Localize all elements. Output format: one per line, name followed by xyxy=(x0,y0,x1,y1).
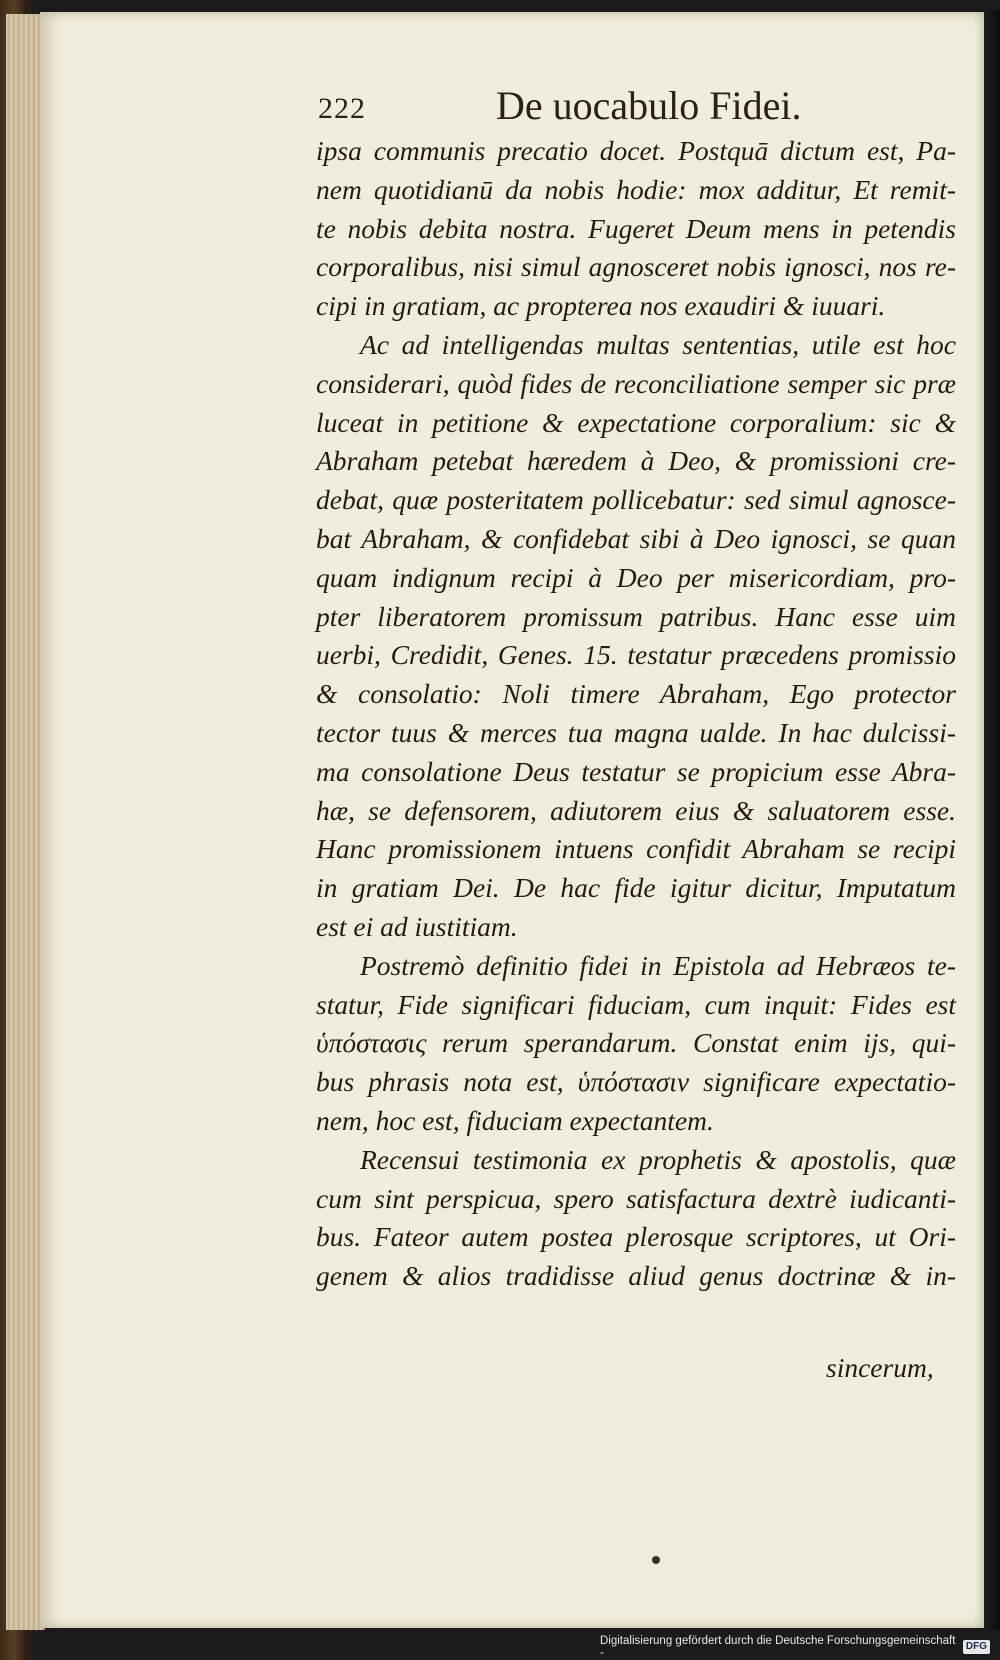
text-line: luceat in petitione & expectatione corporalium: sic & xyxy=(316,406,956,438)
text-line: quam indignum recipi à Deo per misericordiam, pro- xyxy=(316,561,956,593)
running-head xyxy=(318,82,958,136)
text-line: hæ, se defensorem, adiutorem eius & saluatorem esse. xyxy=(316,794,956,826)
body-text xyxy=(316,132,956,1296)
scan-right-edge xyxy=(984,10,1000,1630)
text-line: bat Abraham, & confidebat sibi à Deo ignosci, se quan xyxy=(316,522,956,554)
text-line: te nobis debita nostra. Fugeret Deum mens in petendis xyxy=(316,212,956,244)
text-line: genem & alios tradidisse aliud genus doctrinæ & in- xyxy=(316,1260,956,1292)
text-line: cipi in gratiam, ac propterea nos exaudiri & iuuari. xyxy=(316,290,886,322)
text-line: uerbi, Credidit, Genes. 15. testatur præcedens promissio xyxy=(316,639,956,671)
text-line: Recensui testimonia ex prophetis & apostolis, quæ xyxy=(360,1143,956,1175)
text-line: nem quotidianū da nobis hodie: mox additur, Et remit- xyxy=(316,173,956,205)
page-mark-dot xyxy=(652,1556,660,1564)
text-line: corporalibus, nisi simul agnosceret nobis ignosci, nos re- xyxy=(316,251,956,283)
text-line: bus. Fateor autem postea plerosque scriptores, ut Ori- xyxy=(316,1221,956,1253)
page-number: 222 xyxy=(318,92,366,125)
text-line: considerari, quòd fides de reconciliatione semper sic præ xyxy=(316,367,956,399)
running-title: De uocabulo Fidei. xyxy=(496,83,802,128)
text-line: ὑπόστασις rerum sperandarum. Constat enim ijs, qui- xyxy=(316,1027,956,1059)
text-line: tector tuus & merces tua magna ualde. In hac dulcissi- xyxy=(316,716,956,748)
text-line: nem, hoc est, fiduciam expectantem. xyxy=(316,1104,714,1136)
text-line: Hanc promissionem intuens confidit Abraham se recipi xyxy=(316,833,956,865)
text-line: debat, quæ posteritatem pollicebatur: sed simul agnosce- xyxy=(316,484,956,516)
text-line: Abraham petebat hæredem à Deo, & promissioni cre- xyxy=(316,445,956,477)
text-line: Postremò definitio fidei in Epistola ad Hebræos te- xyxy=(360,949,956,981)
text-line: ma consolatione Deus testatur se propicium esse Abra- xyxy=(316,755,956,787)
catchword: sincerum, xyxy=(826,1352,934,1383)
text-line: statur, Fide significari fiduciam, cum inquit: Fides est xyxy=(316,988,956,1020)
footer-credit: Digitalisierung gefördert durch die Deutsche Forschungsgemeinschaft - xyxy=(600,1635,956,1659)
text-line: pter liberatorem promissum patribus. Hanc esse uim xyxy=(316,600,956,632)
text-line: cum sint perspicua, spero satisfactura dextrè iudicanti- xyxy=(316,1182,956,1214)
dfg-logo: DFG xyxy=(963,1640,990,1654)
text-line: in gratiam Dei. De hac fide igitur dicitur, Imputatum xyxy=(316,872,956,904)
digitization-footer xyxy=(600,1635,990,1659)
text-line: est ei ad iustitiam. xyxy=(316,910,518,942)
text-line: bus phrasis nota est, ὑπόστασιν significare expectatio- xyxy=(316,1066,956,1098)
text-line: ipsa communis precatio docet. Postquā dictum est, Pa- xyxy=(316,135,956,166)
text-line: & consolatio: Noli timere Abraham, Ego protector xyxy=(316,678,956,710)
text-line: Ac ad intelligendas multas sententias, utile est hoc xyxy=(360,328,956,360)
